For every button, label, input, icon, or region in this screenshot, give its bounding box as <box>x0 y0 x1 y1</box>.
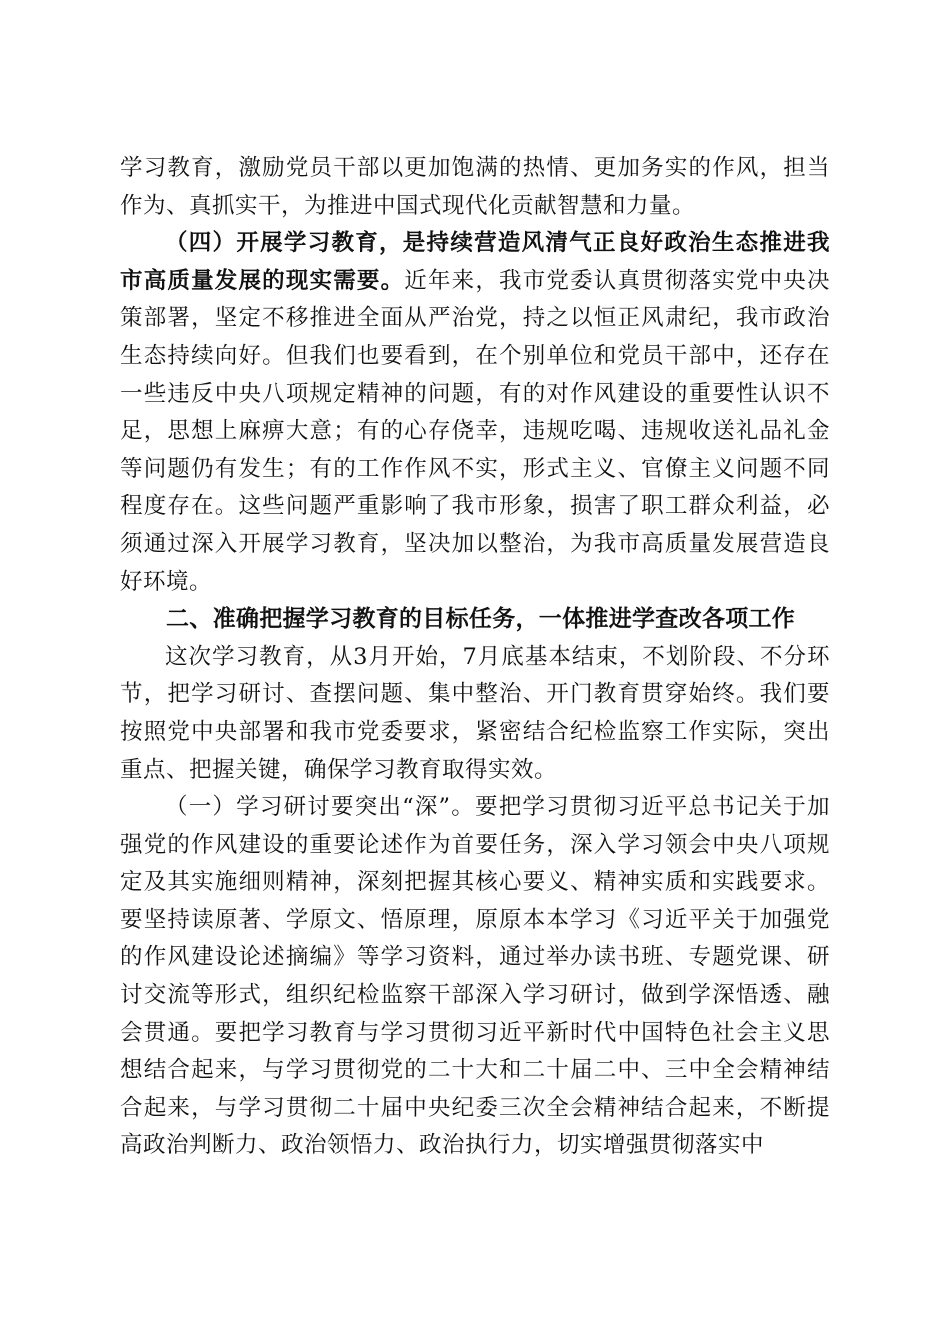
section-two-heading: 二、准确把握学习教育的目标任务，一体推进学查改各项工作 <box>166 606 796 633</box>
section-two-intro: 这次学习教育，从3月开始，7月底基本结束，不划阶段、不分环节，把学习研讨、查摆问题、集中整治、开门教育贯穿始终。我们要按照党中央部署和我市党委要求，紧密结合纪检监察工作实际，突出重点、把握关键，确保学习教育取得实效。 <box>120 643 830 783</box>
paragraph-four-lead: （四）开展学习教育，是持续营造风清气正良好政治生态推进我市高质量发展的现实需要。 <box>120 230 830 294</box>
subsection-one <box>120 789 830 1165</box>
paragraph-four <box>120 225 830 601</box>
subsection-one-body: 要把学习贯彻习近平总书记关于加强党的作风建设的重要论述作为首要任务，深入学习领会中央八项规定及其实施细则精神，深刻把握其核心要义、精神实质和实践要求。要坚持读原著、学原文、悟原理，原原本本学习《习近平关于加强党的作风建设论述摘编》等学习资料，通过举办读书班、专题党课、研讨交流等形式，组织纪检监察干部深入学习研讨，做到学深悟透、融会贯通。要把学习教育与学习贯彻习近平新时代中国特色社会主义思想结合起来，与学习贯彻党的二十大和二十届二中、三中全会精神结合起来，与学习贯彻二十届中央纪委三次全会精神结合起来，不断提高政治判断力、政治领悟力、政治执行力，切实增强贯彻落实中 <box>120 794 830 1159</box>
subsection-one-lead: （一）学习研讨要突出“深”。 <box>165 794 475 821</box>
continued-paragraph: 学习教育，激励党员干部以更加饱满的热情、更加务实的作风，担当作为、真抓实干，为推进中国式现代化贡献智慧和力量。 <box>120 155 830 219</box>
paragraph-four-body: 近年来，我市党委认真贯彻落实党中央决策部署，坚定不移推进全面从严治党，持之以恒正风肃纪，我市政治生态持续向好。但我们也要看到，在个别单位和党员干部中，还存在一些违反中央八项规定精神的问题，有的对作风建设的重要性认识不足，思想上麻痹大意；有的心存侥幸，违规吃喝、违规收送礼品礼金等问题仍有发生；有的工作作风不实，形式主义、官僚主义问题不同程度存在。这些问题严重影响了我市形象，损害了职工群众利益，必须通过深入开展学习教育，坚决加以整治，为我市高质量发展营造良好环境。 <box>120 267 830 595</box>
